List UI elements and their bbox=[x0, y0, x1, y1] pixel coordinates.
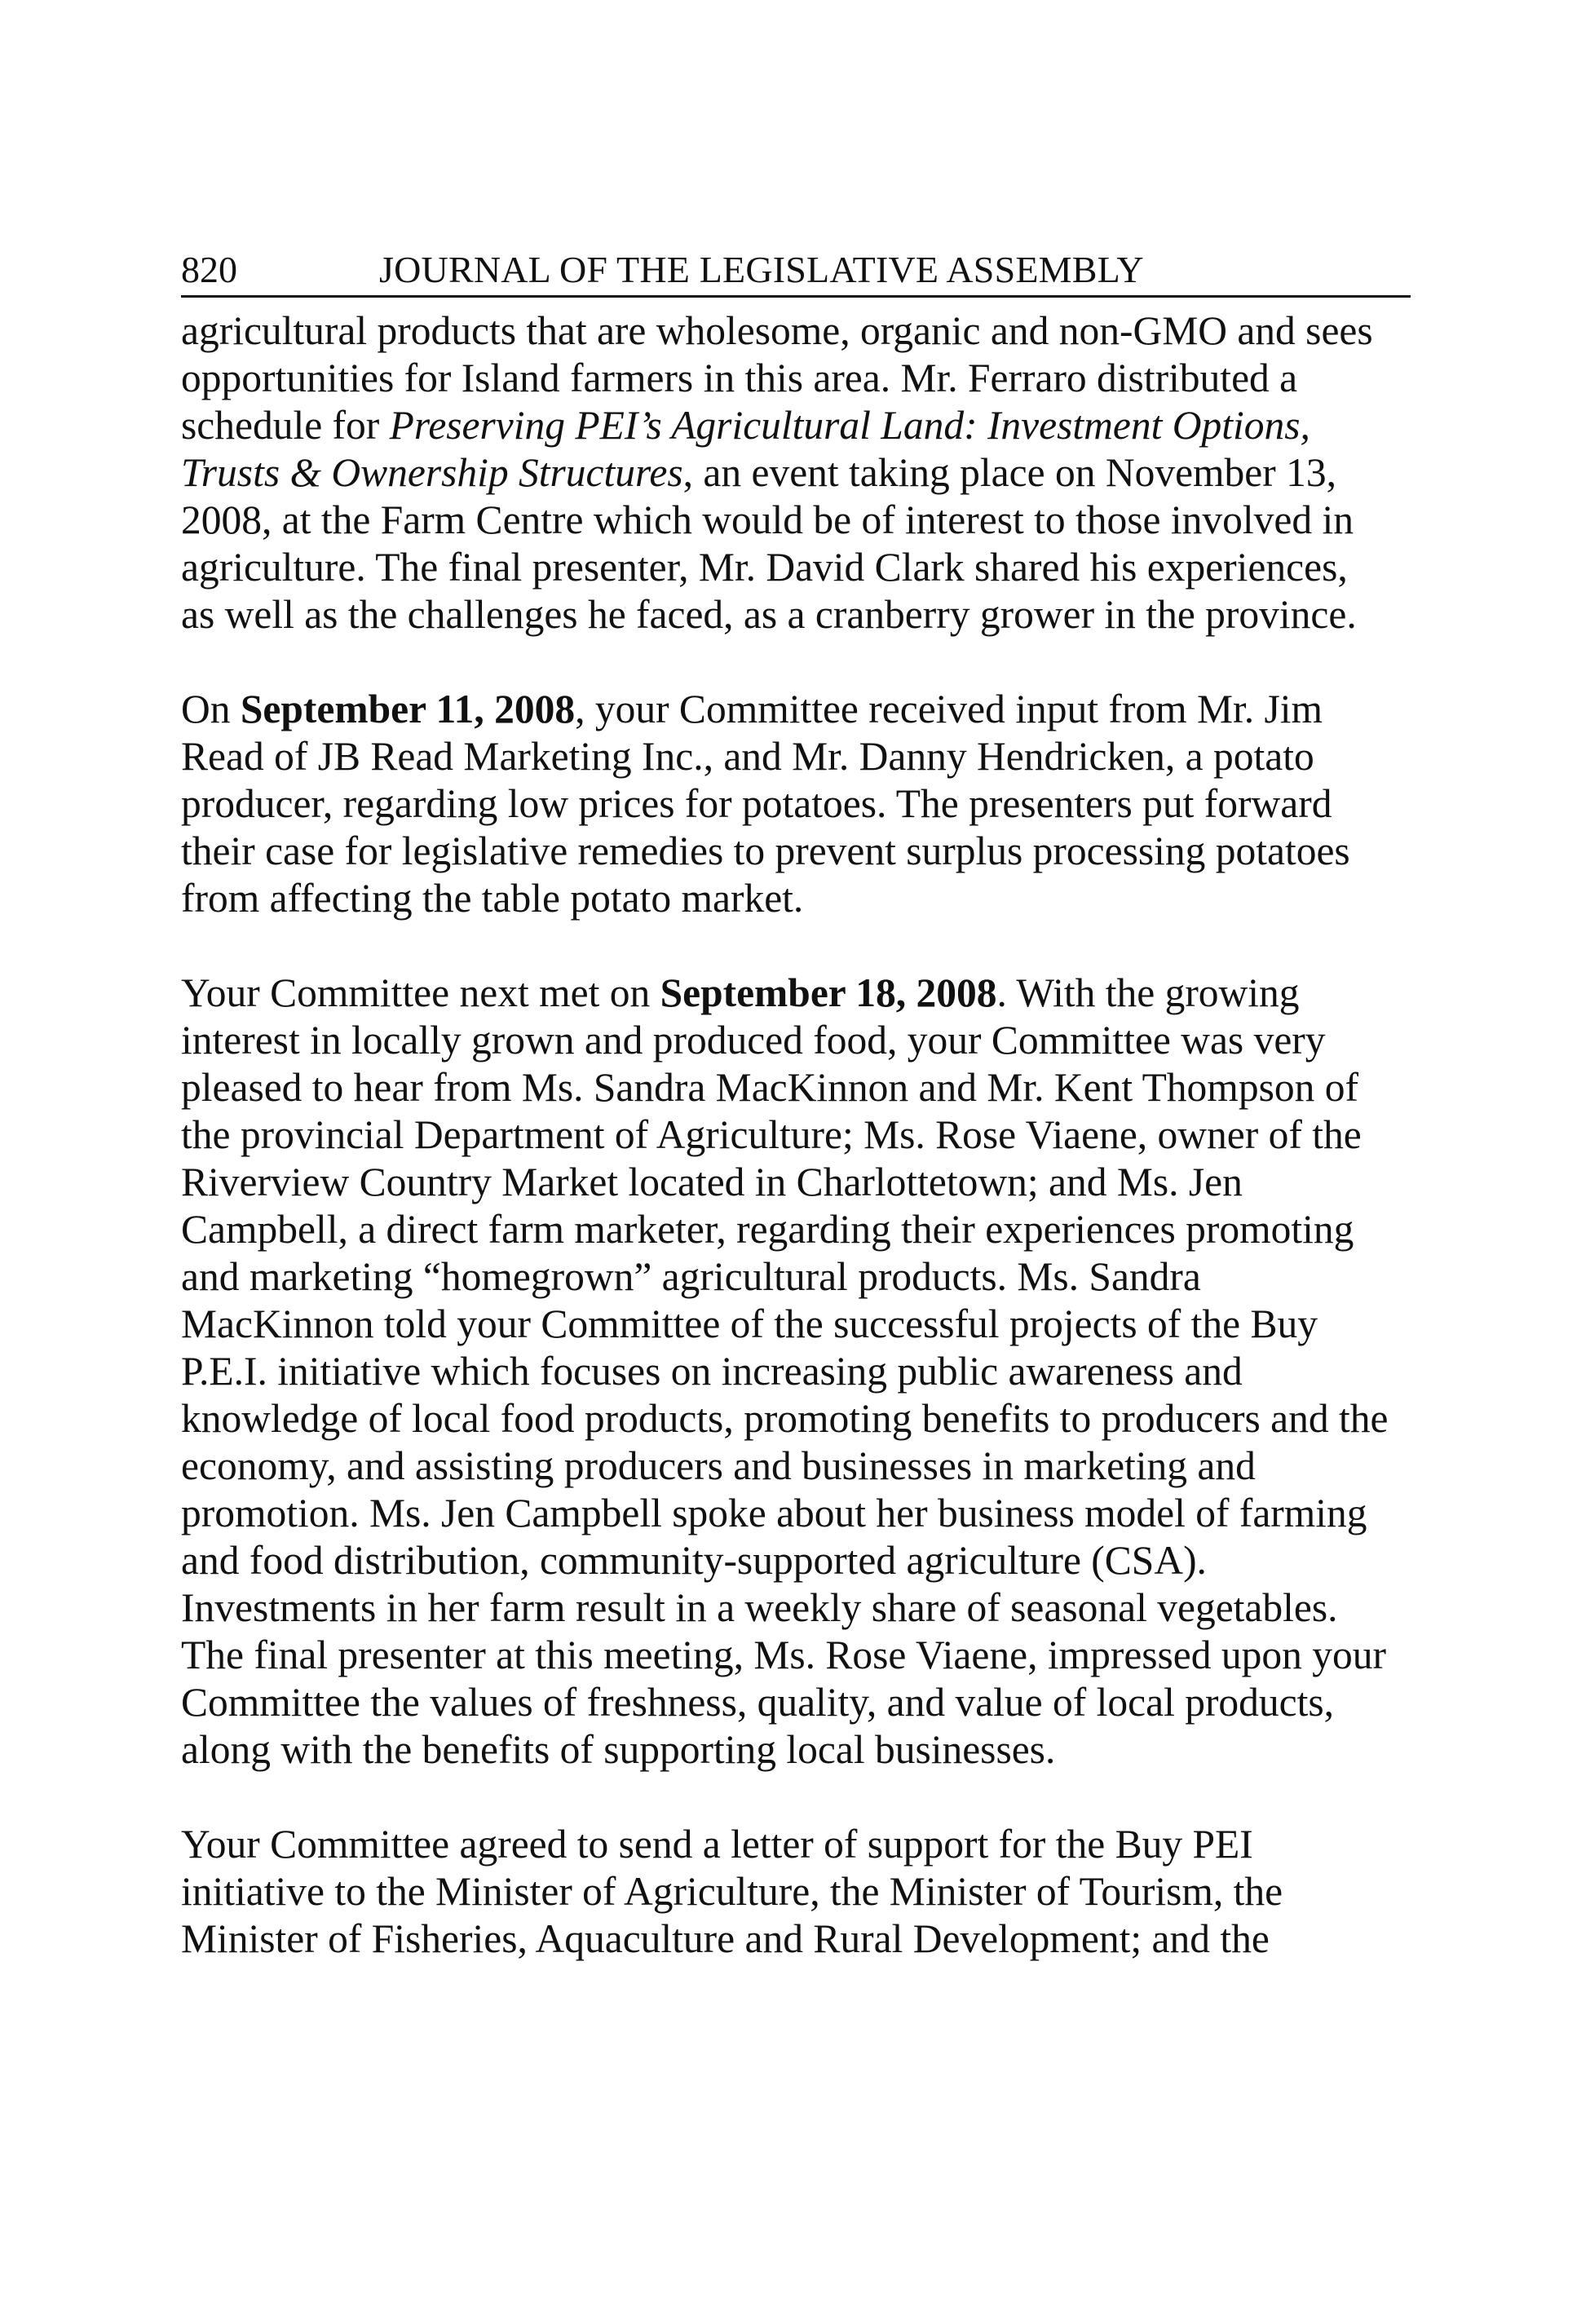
text-run: 2008, at the Farm Centre which would be of interest to those involved in bbox=[181, 497, 1354, 542]
text-line bbox=[181, 1064, 1411, 1111]
text-run: the provincial Department of Agriculture; Ms. Rose Viaene, owner of the bbox=[181, 1112, 1362, 1157]
text-line bbox=[181, 544, 1411, 591]
text-line bbox=[181, 1348, 1411, 1395]
text-line bbox=[181, 1726, 1411, 1774]
italic-title-text: Trusts & Ownership Structures bbox=[181, 450, 683, 495]
text-line bbox=[181, 1584, 1411, 1632]
text-line bbox=[181, 875, 1411, 922]
paragraph bbox=[181, 307, 1411, 638]
text-line bbox=[181, 1632, 1411, 1679]
text-run: The final presenter at this meeting, Ms. Rose Viaene, impressed upon your bbox=[181, 1633, 1387, 1677]
text-line bbox=[181, 1395, 1411, 1443]
text-line bbox=[181, 1490, 1411, 1537]
text-run: agricultural products that are wholesome, organic and non-GMO and sees bbox=[181, 308, 1373, 353]
text-line bbox=[181, 449, 1411, 497]
text-run: and food distribution, community-supported agriculture (CSA). bbox=[181, 1538, 1207, 1583]
journal-title: JOURNAL OF THE LEGISLATIVE ASSEMBLY bbox=[379, 249, 1144, 290]
text-line bbox=[181, 1253, 1411, 1301]
text-run: Your Committee next met on bbox=[181, 970, 660, 1015]
text-run: Read of JB Read Marketing Inc., and Mr. Danny Hendricken, a potato bbox=[181, 734, 1314, 779]
text-line bbox=[181, 1159, 1411, 1206]
text-line bbox=[181, 970, 1411, 1017]
paragraph bbox=[181, 970, 1411, 1774]
text-line bbox=[181, 402, 1411, 449]
text-run: as well as the challenges he faced, as a cranberry grower in the province. bbox=[181, 592, 1357, 637]
text-line bbox=[181, 1206, 1411, 1253]
text-run: . With the growing bbox=[996, 970, 1300, 1015]
paragraph bbox=[181, 686, 1411, 922]
text-run: Your Committee agreed to send a letter of support for the Buy PEI bbox=[181, 1822, 1253, 1867]
body-text bbox=[181, 307, 1411, 1963]
text-run: Committee the values of freshness, quality, and value of local products, bbox=[181, 1680, 1335, 1725]
text-run: agriculture. The final presenter, Mr. David Clark shared his experiences, bbox=[181, 545, 1348, 590]
text-line bbox=[181, 1443, 1411, 1490]
text-line bbox=[181, 1868, 1411, 1915]
text-run: On bbox=[181, 687, 241, 731]
text-run: schedule for bbox=[181, 403, 390, 448]
text-run: economy, and assisting producers and businesses in marketing and bbox=[181, 1443, 1256, 1488]
text-run: Riverview Country Market located in Charlottetown; and Ms. Jen bbox=[181, 1160, 1243, 1204]
text-run: promotion. Ms. Jen Campbell spoke about her business model of farming bbox=[181, 1491, 1367, 1535]
page-number: 820 bbox=[181, 249, 237, 290]
text-run: Minister of Fisheries, Aquaculture and Rural Development; and the bbox=[181, 1916, 1270, 1961]
text-line bbox=[181, 1679, 1411, 1726]
text-run: and marketing “homegrown” agricultural products. Ms. Sandra bbox=[181, 1254, 1201, 1299]
text-run: from affecting the table potato market. bbox=[181, 876, 804, 921]
running-header bbox=[181, 245, 1411, 298]
text-line bbox=[181, 497, 1411, 544]
text-line bbox=[181, 828, 1411, 875]
text-line bbox=[181, 733, 1411, 780]
text-line bbox=[181, 307, 1411, 355]
text-run: knowledge of local food products, promoting benefits to producers and the bbox=[181, 1396, 1389, 1441]
text-run: interest in locally grown and produced food, your Committee was very bbox=[181, 1018, 1326, 1063]
text-run: , your Committee received input from Mr. Jim bbox=[575, 687, 1323, 731]
text-run: pleased to hear from Ms. Sandra MacKinnon and Mr. Kent Thompson of bbox=[181, 1065, 1358, 1110]
text-run: their case for legislative remedies to prevent surplus processing potatoes bbox=[181, 828, 1350, 873]
text-run: Investments in her farm result in a weekly share of seasonal vegetables. bbox=[181, 1585, 1338, 1630]
text-run: along with the benefits of supporting local businesses. bbox=[181, 1727, 1056, 1772]
paragraph bbox=[181, 1821, 1411, 1963]
text-run: opportunities for Island farmers in this area. Mr. Ferraro distributed a bbox=[181, 356, 1298, 400]
text-line bbox=[181, 1017, 1411, 1064]
text-line bbox=[181, 780, 1411, 828]
text-run: MacKinnon told your Committee of the successful projects of the Buy bbox=[181, 1301, 1318, 1346]
italic-title-text: Preserving PEI’s Agricultural Land: Investment Options, bbox=[389, 403, 1310, 448]
text-line bbox=[181, 1111, 1411, 1159]
text-run: P.E.I. initiative which focuses on increasing public awareness and bbox=[181, 1349, 1243, 1394]
bold-date-text: September 18, 2008 bbox=[660, 970, 997, 1015]
journal-page bbox=[181, 245, 1411, 1963]
text-line bbox=[181, 686, 1411, 733]
text-line bbox=[181, 1537, 1411, 1584]
text-run: , an event taking place on November 13, bbox=[682, 450, 1336, 495]
text-line bbox=[181, 1301, 1411, 1348]
text-line bbox=[181, 355, 1411, 402]
text-run: initiative to the Minister of Agriculture, the Minister of Tourism, the bbox=[181, 1869, 1283, 1914]
bold-date-text: September 11, 2008 bbox=[240, 687, 576, 731]
text-line bbox=[181, 591, 1411, 638]
text-run: producer, regarding low prices for potatoes. The presenters put forward bbox=[181, 781, 1332, 826]
text-line bbox=[181, 1821, 1411, 1868]
text-run: Campbell, a direct farm marketer, regarding their experiences promoting bbox=[181, 1207, 1354, 1252]
text-line bbox=[181, 1915, 1411, 1963]
